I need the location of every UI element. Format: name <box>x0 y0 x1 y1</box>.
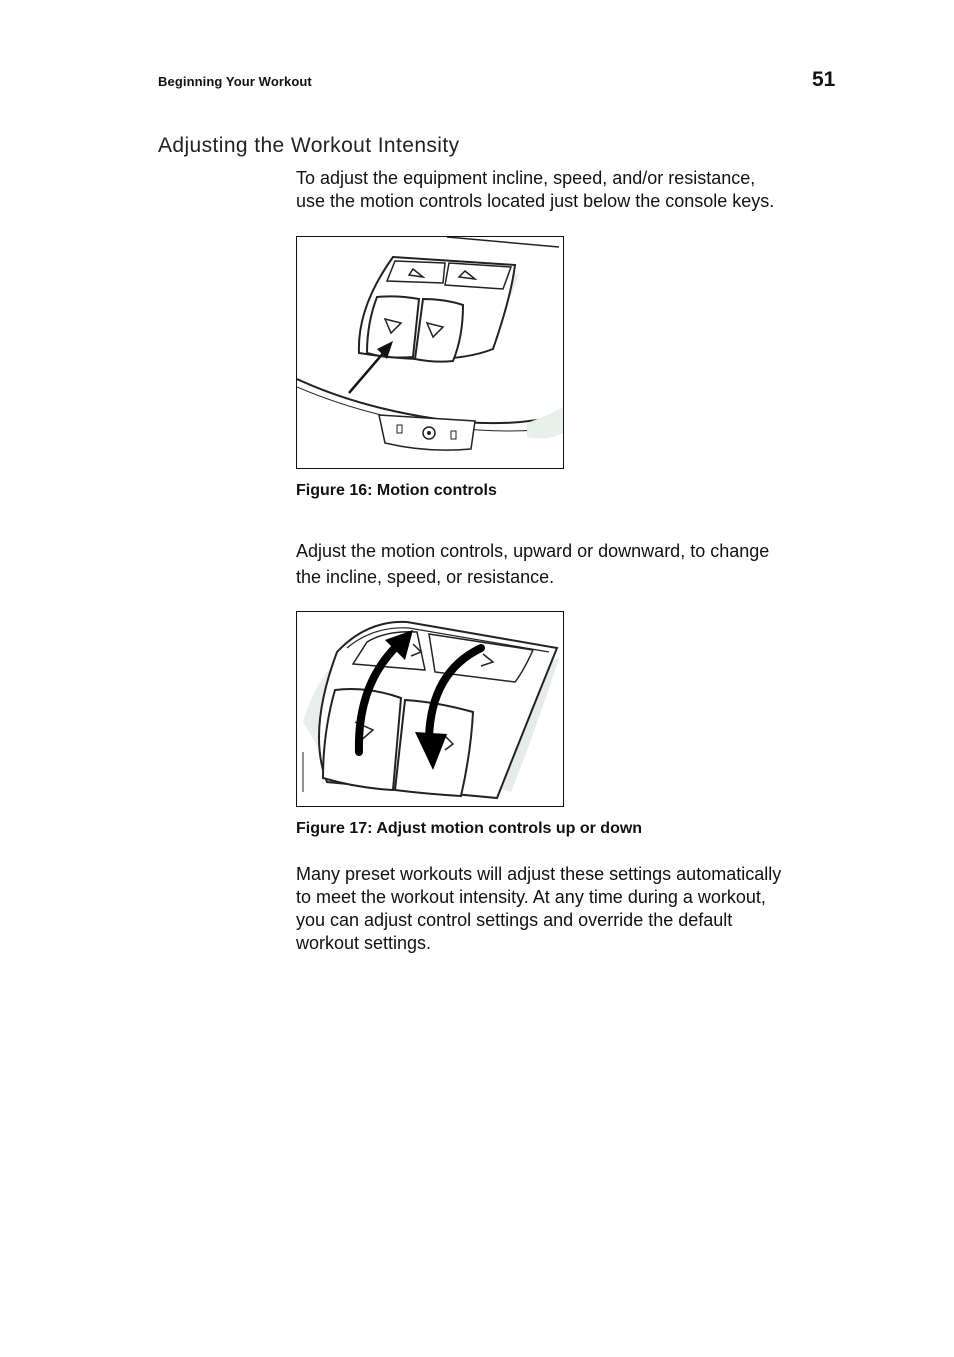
running-header: Beginning Your Workout <box>158 74 312 89</box>
preset-line-3: you can adjust control settings and override the default <box>296 910 733 930</box>
preset-paragraph <box>296 863 856 955</box>
adjust-line-1: Adjust the motion controls, upward or downward, to change <box>296 541 770 561</box>
preset-line-2: to meet the workout intensity. At any time during a workout, <box>296 887 766 907</box>
intro-line-2: use the motion controls located just below the console keys. <box>296 191 775 211</box>
figure-17-caption: Figure 17: Adjust motion controls up or down <box>296 820 643 837</box>
adjust-controls-illustration <box>297 612 563 806</box>
motion-controls-illustration <box>297 237 563 468</box>
preset-line-4: workout settings. <box>296 933 432 953</box>
preset-line-1: Many preset workouts will adjust these settings automatically <box>296 864 782 884</box>
intro-line-1: To adjust the equipment incline, speed, and/or resistance, <box>296 168 756 188</box>
adjust-paragraph <box>296 538 856 590</box>
adjust-line-2: the incline, speed, or resistance. <box>296 567 555 587</box>
intro-paragraph <box>296 167 856 213</box>
figure-17-adjust-controls <box>296 611 564 807</box>
figure-16-motion-controls <box>296 236 564 469</box>
section-title: Adjusting the Workout Intensity <box>158 134 460 157</box>
page-number: 51 <box>812 68 836 91</box>
figure-16-caption: Figure 16: Motion controls <box>296 482 497 499</box>
